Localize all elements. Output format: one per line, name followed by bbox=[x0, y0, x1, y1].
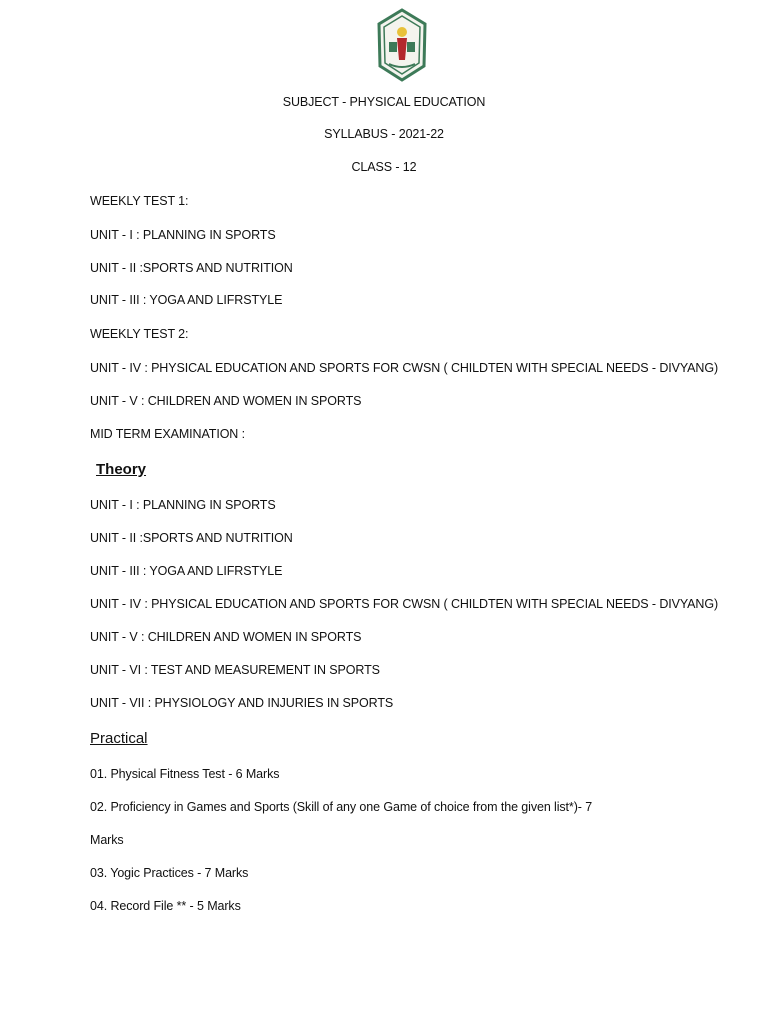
school-logo bbox=[375, 8, 429, 82]
practical-item-2-cont: Marks bbox=[90, 833, 124, 847]
practical-heading: Practical bbox=[90, 730, 148, 747]
weekly-test-1-title: WEEKLY TEST 1: bbox=[90, 194, 189, 208]
theory-unit-1: UNIT - I : PLANNING IN SPORTS bbox=[90, 498, 276, 512]
subject-line: SUBJECT - PHYSICAL EDUCATION bbox=[282, 95, 486, 109]
practical-item-1: 01. Physical Fitness Test - 6 Marks bbox=[90, 767, 280, 781]
wt2-unit-2: UNIT - V : CHILDREN AND WOMEN IN SPORTS bbox=[90, 394, 362, 408]
theory-unit-7: UNIT - VII : PHYSIOLOGY AND INJURIES IN SPORTS bbox=[90, 696, 394, 710]
syllabus-line: SYLLABUS - 2021-22 bbox=[324, 127, 444, 141]
mid-term-title: MID TERM EXAMINATION : bbox=[90, 427, 245, 441]
wt1-unit-3: UNIT - III : YOGA AND LIFRSTYLE bbox=[90, 293, 283, 307]
practical-item-2: 02. Proficiency in Games and Sports (Skill of any one Game of choice from the given list*)- 7 bbox=[90, 800, 593, 814]
crest-icon bbox=[375, 8, 429, 82]
practical-item-3: 03. Yogic Practices - 7 Marks bbox=[90, 866, 249, 880]
weekly-test-2-title: WEEKLY TEST 2: bbox=[90, 327, 189, 341]
wt1-unit-2: UNIT - II :SPORTS AND NUTRITION bbox=[90, 261, 293, 275]
theory-unit-5: UNIT - V : CHILDREN AND WOMEN IN SPORTS bbox=[90, 630, 362, 644]
theory-heading: Theory bbox=[96, 461, 147, 478]
wt2-unit-1: UNIT - IV : PHYSICAL EDUCATION AND SPORTS FOR CWSN ( CHILDTEN WITH SPECIAL NEEDS - DIVYANG) bbox=[90, 361, 719, 375]
theory-unit-3: UNIT - III : YOGA AND LIFRSTYLE bbox=[90, 564, 283, 578]
theory-unit-4: UNIT - IV : PHYSICAL EDUCATION AND SPORTS FOR CWSN ( CHILDTEN WITH SPECIAL NEEDS - DIVYANG) bbox=[90, 597, 719, 611]
theory-unit-2: UNIT - II :SPORTS AND NUTRITION bbox=[90, 531, 293, 545]
theory-unit-6: UNIT - VI : TEST AND MEASUREMENT IN SPORTS bbox=[90, 663, 380, 677]
class-line: CLASS - 12 bbox=[351, 160, 417, 174]
wt1-unit-1: UNIT - I : PLANNING IN SPORTS bbox=[90, 228, 276, 242]
practical-item-4: 04. Record File ** - 5 Marks bbox=[90, 899, 241, 913]
